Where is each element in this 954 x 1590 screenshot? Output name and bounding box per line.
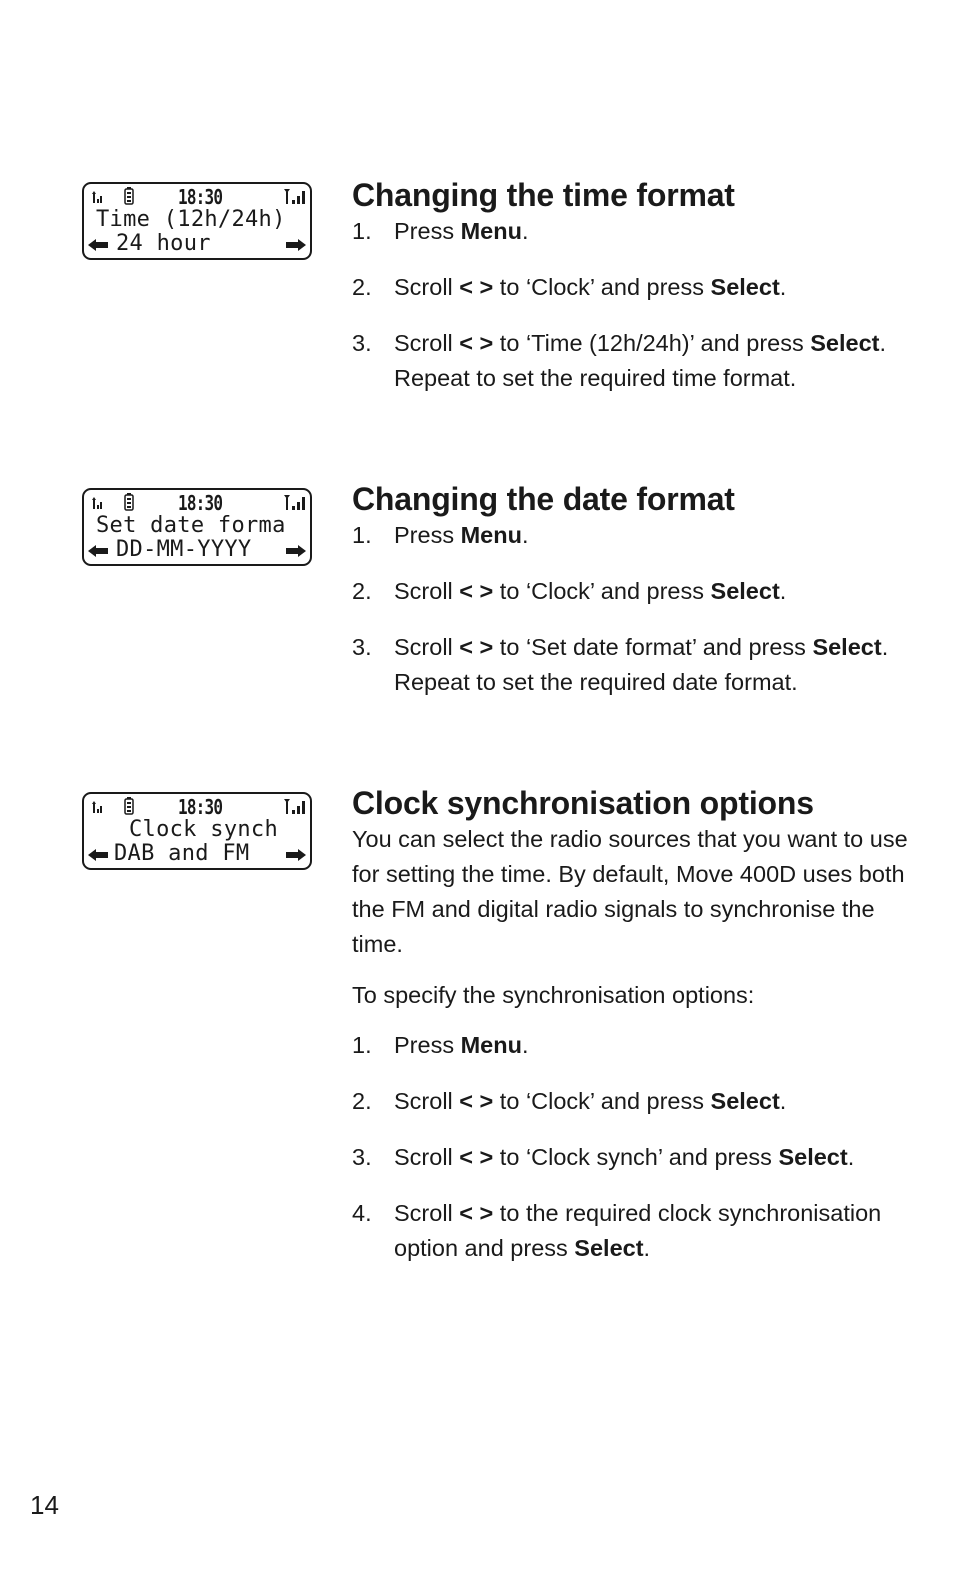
list-item: 2. Scroll < > to ‘Clock’ and press Select. xyxy=(352,1088,787,1114)
section-heading: Clock synchronisation options xyxy=(352,785,814,821)
arrow-left-icon xyxy=(88,545,108,557)
antenna-icon xyxy=(92,497,102,509)
list-item: 1. Press Menu. xyxy=(352,522,529,548)
list-item: 2. Scroll < > to ‘Clock’ and press Select. xyxy=(352,274,787,300)
list-item: 1. Press Menu. xyxy=(352,218,529,244)
steps-list xyxy=(352,518,912,700)
signal-strength-icon xyxy=(284,189,305,204)
list-item: 3. Scroll < > to ‘Clock synch’ and press Select. xyxy=(352,1144,855,1170)
arrow-right-icon xyxy=(286,239,306,251)
arrow-right-icon xyxy=(286,849,306,861)
battery-icon xyxy=(125,797,133,814)
section-heading: Changing the date format xyxy=(352,481,735,517)
intro-paragraph: You can select the radio sources that you want to use for setting the time. By default, Move 400D uses both the FM and digital radio signals to synchronise the time. xyxy=(352,826,908,957)
list-item: 4. Scroll < > to the required clock synchronisation option and press Select. xyxy=(352,1200,882,1261)
battery-icon xyxy=(125,187,133,204)
list-item: 3. Scroll < > to ‘Time (12h/24h)’ and press Select. Repeat to set the required time format. xyxy=(352,330,887,391)
lcd-clock: 18:30 xyxy=(178,491,223,515)
steps-list xyxy=(352,214,912,396)
section-date-format xyxy=(352,480,912,721)
lcd-line-1: Clock synch xyxy=(129,817,278,842)
lcd-line-1: Set date forma xyxy=(96,513,286,538)
arrow-right-icon xyxy=(286,545,306,557)
battery-icon xyxy=(125,493,133,510)
section-time-format xyxy=(352,176,912,417)
lcd-line-2: DAB and FM xyxy=(114,841,250,866)
antenna-icon xyxy=(92,801,102,813)
steps-list xyxy=(352,1028,912,1266)
lcd-clock: 18:30 xyxy=(178,185,223,209)
lcd-display-time-format xyxy=(82,182,312,260)
arrow-left-icon xyxy=(88,239,108,251)
signal-strength-icon xyxy=(284,495,305,510)
list-item: 1. Press Menu. xyxy=(352,1032,529,1058)
section-heading: Changing the time format xyxy=(352,177,735,213)
lcd-line-1: Time (12h/24h) xyxy=(96,207,286,232)
antenna-icon xyxy=(92,191,102,203)
section-clock-synch xyxy=(352,784,912,1287)
lcd-display-clock-synch xyxy=(82,792,312,870)
lcd-display-date-format xyxy=(82,488,312,566)
lcd-clock: 18:30 xyxy=(178,795,223,819)
lcd-line-2: DD-MM-YYYY xyxy=(116,537,252,562)
lead-paragraph: To specify the synchronisation options: xyxy=(352,982,755,1008)
arrow-left-icon xyxy=(88,849,108,861)
signal-strength-icon xyxy=(284,799,305,814)
list-item: 2. Scroll < > to ‘Clock’ and press Select. xyxy=(352,578,787,604)
list-item: 3. Scroll < > to ‘Set date format’ and press Select. Repeat to set the required date format. xyxy=(352,634,889,695)
lcd-line-2: 24 hour xyxy=(116,231,211,256)
page-number: 14 xyxy=(30,1490,59,1520)
